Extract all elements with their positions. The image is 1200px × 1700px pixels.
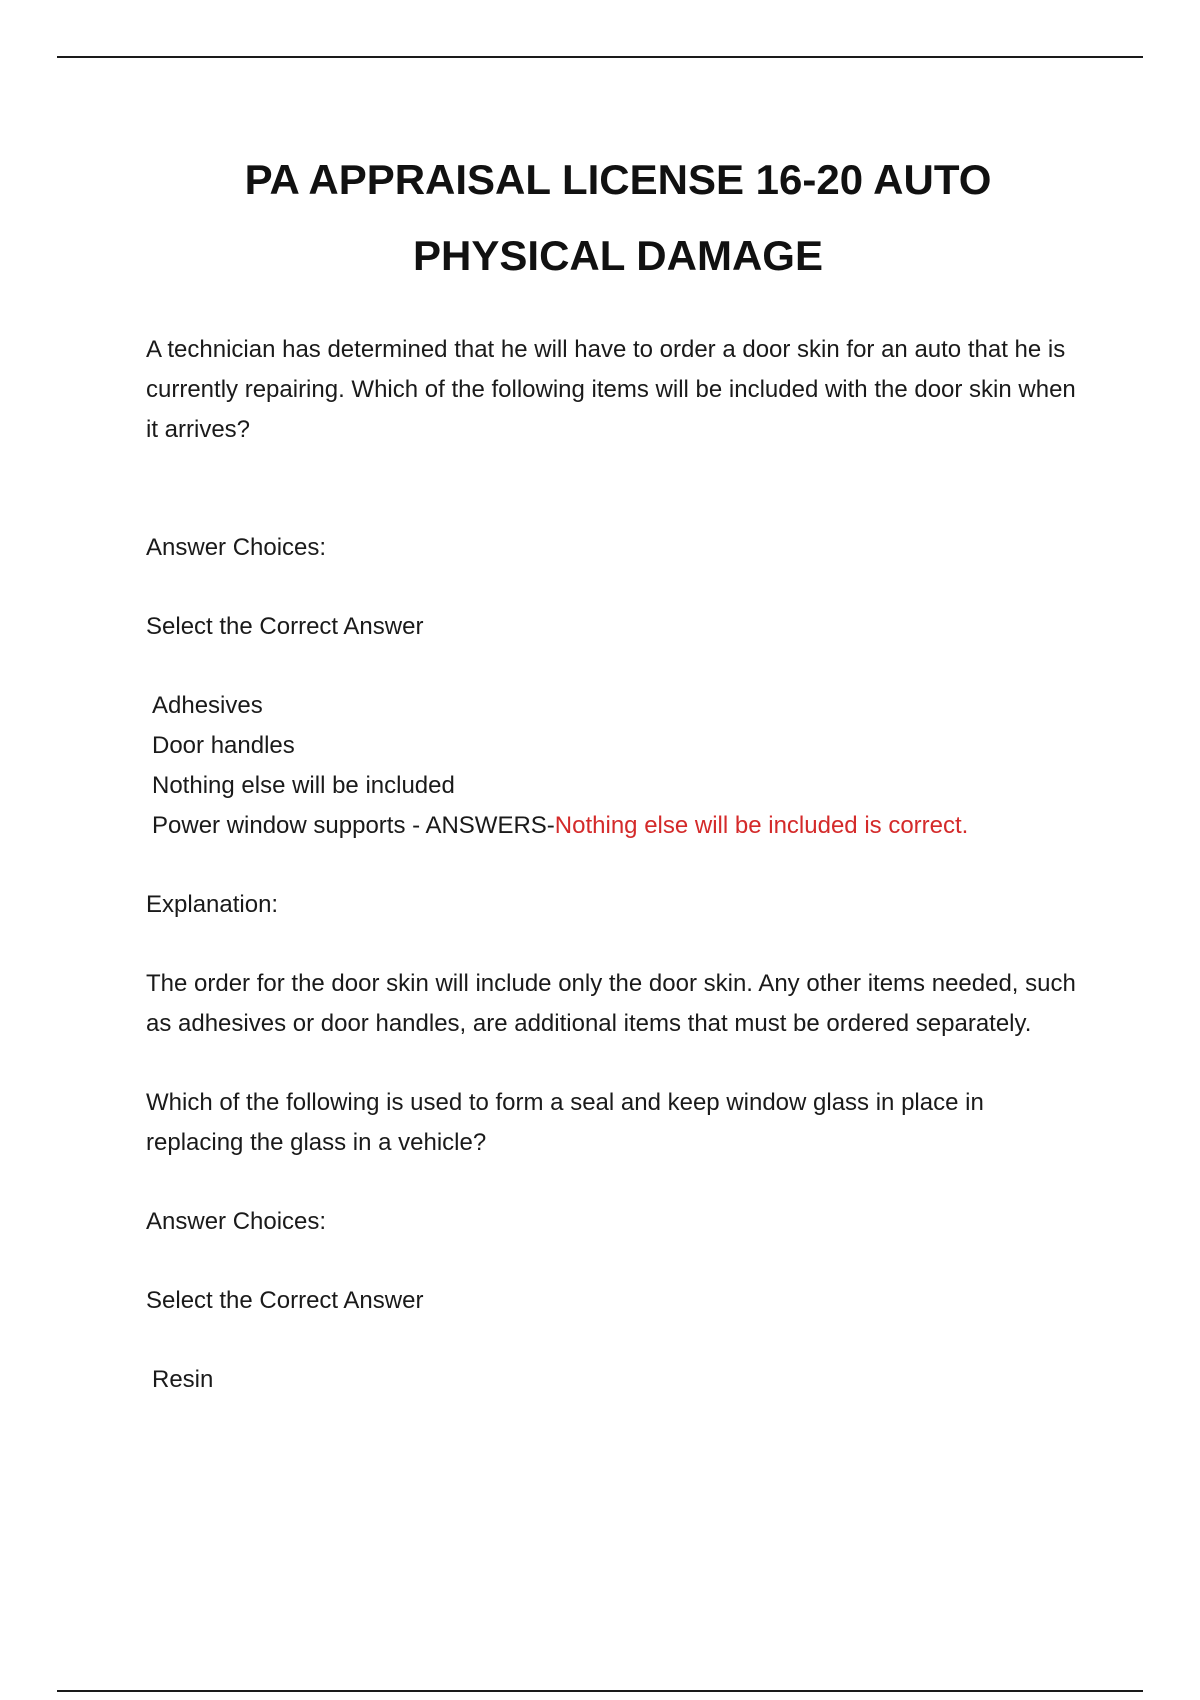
question-2-text: Which of the following is used to form a seal and keep window glass in place in replacing the glass in a vehicle?: [146, 1089, 984, 1156]
document-body: [146, 330, 1086, 1439]
choice-door-handles: Door handles: [152, 732, 295, 759]
answer-choices-label-2: Answer Choices:: [146, 1208, 327, 1235]
choice-power-window-text: Power window supports - ANSWERS-: [152, 812, 555, 839]
select-correct-answer-label: Select the Correct Answer: [146, 613, 424, 640]
question-2-choices: [152, 1360, 1086, 1400]
page-title: [0, 142, 1200, 294]
question-1-choices: [152, 686, 1086, 846]
title-line-1: PA APPRAISAL LICENSE 16-20 AUTO: [244, 156, 992, 203]
choice-adhesives: Adhesives: [152, 692, 263, 719]
title-line-2: PHYSICAL DAMAGE: [413, 232, 823, 279]
explanation-label: Explanation:: [146, 891, 279, 918]
footer-rule: [57, 1690, 1143, 1692]
correct-answer-text: Nothing else will be included is correct.: [554, 812, 969, 839]
answer-choices-label: Answer Choices:: [146, 534, 327, 561]
choice-power-window-supports: [152, 806, 1086, 846]
select-correct-answer-label-2: Select the Correct Answer: [146, 1287, 424, 1314]
choice-nothing-else: Nothing else will be included: [152, 772, 455, 799]
choice-resin: Resin: [152, 1366, 214, 1393]
explanation-text: The order for the door skin will include only the door skin. Any other items needed, such as adhesives or door handles, are additional items that must be ordered separately.: [146, 970, 1076, 1037]
header-rule: [57, 56, 1143, 58]
question-1-text: A technician has determined that he will have to order a door skin for an auto that he is currently repairing. Which of the following items will be included with the door skin when it arrives?: [146, 336, 1076, 443]
